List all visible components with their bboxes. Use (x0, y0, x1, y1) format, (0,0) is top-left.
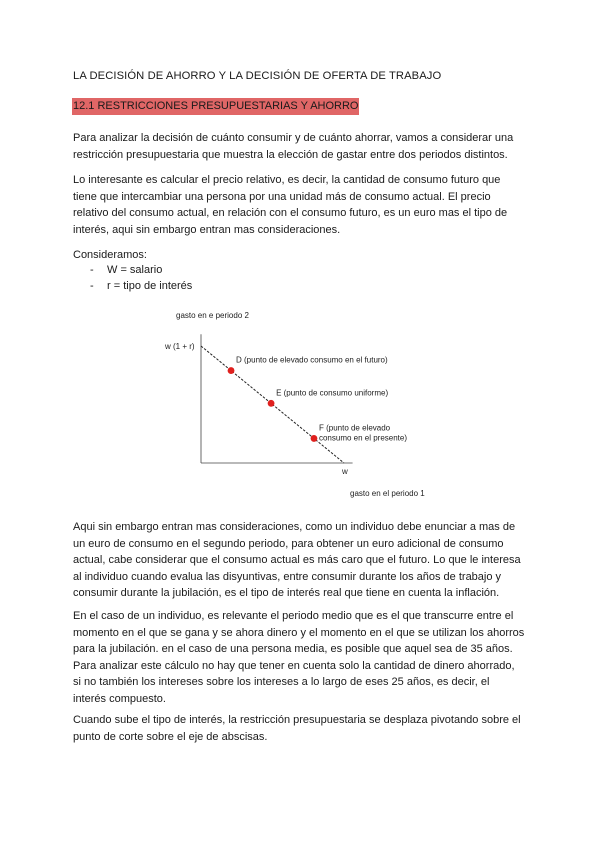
y-axis-label: gasto en e periodo 2 (176, 311, 249, 320)
point-label-e: E (punto de consumo uniforme) (276, 388, 389, 398)
point-d (228, 367, 235, 374)
paragraph-line: al individuo cuando evalua las disyuntivas, entre consumir durante los años de trabajo y (73, 570, 502, 583)
variable-list (90, 263, 192, 294)
paragraph-line: punto de corte sobre el eje de abscisas. (73, 730, 268, 743)
paragraph-line: Aqui sin embargo entran mas consideraciones, como un individuo debe enunciar a mas de (73, 521, 516, 533)
list-dash: - (90, 279, 94, 292)
point-e (268, 400, 275, 407)
document-heading: LA DECISIÓN DE AHORRO Y LA DECISIÓN DE OFERTA DE TRABAJO (73, 70, 442, 82)
list-dash: - (90, 264, 94, 276)
paragraph-line: un euro de consumo en el segundo periodo, para obtener un euro adicional de consumo (73, 537, 504, 550)
section-title: 12.1 RESTRICCIONES PRESUPUESTARIAS Y AHORRO (72, 98, 359, 115)
paragraph-4 (73, 519, 533, 602)
x-axis-label: gasto en el periodo 1 (350, 489, 425, 498)
list-item-text: W = salario (107, 264, 163, 276)
point-label-f: F (punto de elevado (318, 423, 391, 433)
paragraph-5 (73, 608, 533, 707)
paragraph-line: Para analizar este cálculo no hay que tener en cuenta solo la cantidad de dinero ahorrado, (73, 659, 515, 672)
point-label-d: D (punto de elevado consumo en el futuro) (236, 355, 388, 365)
budget-constraint-chart (150, 300, 460, 505)
paragraph-line: interés compuesto. (73, 692, 166, 705)
paragraph-line: Cuando sube el tipo de interés, la restricción presupuestaria se desplaza pivotando sobre el (73, 714, 521, 726)
y-intercept-label: w (1 + r) (165, 342, 195, 351)
paragraph-line: actual, cabe considerar que el consumo actual es más caro que el futuro. Lo que le interesa (73, 554, 521, 566)
paragraph-line: si no también los intereses sobre los intereses a lo largo de eses 25 años, es decir, el (73, 676, 490, 688)
paragraph-1 (73, 130, 533, 163)
paragraph-6 (73, 712, 533, 745)
paragraph-line: Consideramos: (73, 249, 147, 261)
paragraph-line: Para analizar la decisión de cuánto consumir y de cuánto ahorrar, vamos a considerar una (73, 132, 514, 144)
x-intercept-label: w (342, 467, 348, 476)
paragraph-line: relativo del consumo actual, en relación con el consumo futuro, es un euro mas el tipo de (73, 207, 508, 219)
paragraph-line: En el caso de un individuo, es relevante el periodo medio que es el que transcurre entre el (73, 610, 514, 622)
point-f (311, 435, 318, 442)
paragraph-line: Lo interesante es calcular el precio relativo, es decir, la cantidad de consumo futuro que (73, 174, 501, 186)
paragraph-line: tiene que intercambiar una persona por una unidad más de consumo actual. El precio (73, 190, 491, 203)
paragraph-3 (73, 247, 533, 264)
paragraph-line: interés, aqui sin embargo entran mas consideraciones. (73, 223, 341, 236)
paragraph-line: para la jubilación. en el caso de una persona media, es posible que aquel sea de 35 años. (73, 643, 513, 655)
paragraph-line: momento en el que se gana y se ahora dinero y el momento en el que se utilizan los ahorros (73, 626, 525, 639)
list-item (90, 263, 192, 279)
list-item (90, 279, 192, 295)
paragraph-line: consumir durante la jubilación, es el tipo de interés real que tiene en cuenta la inflación. (73, 587, 500, 599)
point-label-f: consumo en el presente) (318, 433, 408, 443)
paragraph-line: restricción presupuestaria que muestra la elección de gastar entre dos periodos distintos. (73, 148, 508, 161)
list-item-text: r = tipo de interés (107, 279, 193, 292)
paragraph-2 (73, 172, 533, 238)
